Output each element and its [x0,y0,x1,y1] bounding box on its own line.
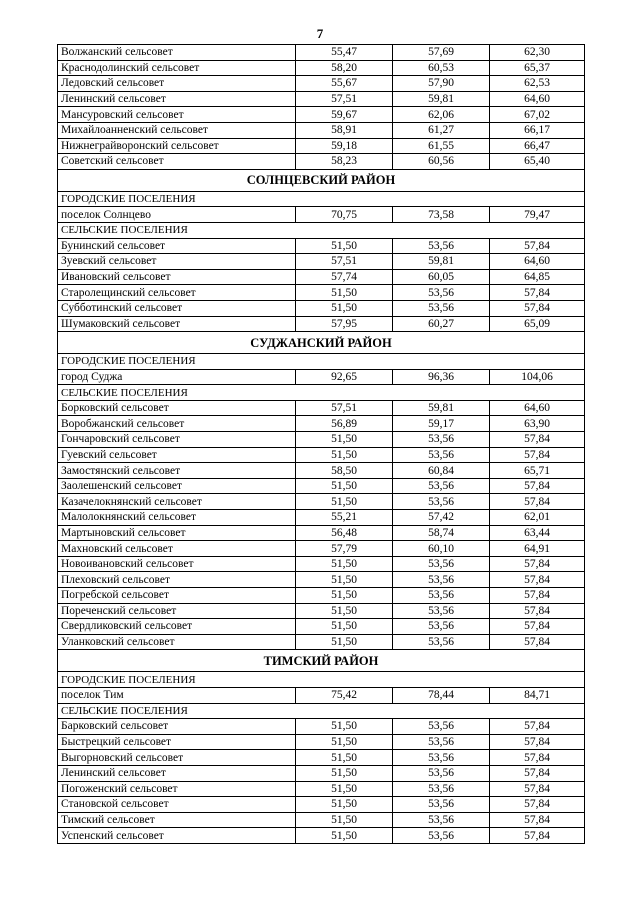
value-cell: 53,56 [393,556,490,572]
section-row [58,222,585,238]
value-cell: 51,50 [296,447,393,463]
settlement-name-cell: Уланковский сельсовет [58,634,296,650]
settlement-name-cell: Тимский сельсовет [58,812,296,828]
value-cell: 92,65 [296,369,393,385]
value-cell: 62,06 [393,107,490,123]
table-row [58,369,585,385]
value-cell: 67,02 [490,107,585,123]
table-row [58,510,585,526]
value-cell: 61,27 [393,122,490,138]
section-heading: СЕЛЬСКИЕ ПОСЕЛЕНИЯ [58,703,585,719]
value-cell: 56,89 [296,416,393,432]
table-row [58,238,585,254]
settlement-name-cell: Субботинский сельсовет [58,300,296,316]
value-cell: 53,56 [393,797,490,813]
table-row [58,634,585,650]
page-number: 7 [316,26,324,41]
settlement-name-cell: Замостянский сельсовет [58,463,296,479]
table-row [58,138,585,154]
value-cell: 57,84 [490,828,585,844]
value-cell: 51,50 [296,619,393,635]
value-cell: 79,47 [490,207,585,223]
table-row [58,269,585,285]
value-cell: 53,56 [393,447,490,463]
value-cell: 53,56 [393,238,490,254]
district-row [58,332,585,354]
value-cell: 53,56 [393,765,490,781]
table-row [58,316,585,332]
value-cell: 58,23 [296,154,393,170]
section-row [58,385,585,401]
value-cell: 51,50 [296,734,393,750]
table-row [58,154,585,170]
table-row [58,603,585,619]
value-cell: 51,50 [296,300,393,316]
table-body [58,45,585,844]
value-cell: 51,50 [296,750,393,766]
value-cell: 60,53 [393,60,490,76]
settlement-name-cell: Свердликовский сельсовет [58,619,296,635]
table-row [58,781,585,797]
section-heading: ГОРОДСКИЕ ПОСЕЛЕНИЯ [58,191,585,207]
value-cell: 53,56 [393,494,490,510]
section-heading: ГОРОДСКИЕ ПОСЕЛЕНИЯ [58,354,585,370]
settlement-name-cell: Нижнеграйворонский сельсовет [58,138,296,154]
value-cell: 53,56 [393,603,490,619]
settlement-name-cell: Выгорновский сельсовет [58,750,296,766]
value-cell: 57,84 [490,781,585,797]
value-cell: 75,42 [296,687,393,703]
value-cell: 51,50 [296,494,393,510]
value-cell: 57,69 [393,45,490,61]
value-cell: 53,56 [393,828,490,844]
value-cell: 57,51 [296,400,393,416]
value-cell: 59,81 [393,254,490,270]
settlement-name-cell: поселок Тим [58,687,296,703]
value-cell: 57,79 [296,541,393,557]
value-cell: 96,36 [393,369,490,385]
settlement-name-cell: Быстрецкий сельсовет [58,734,296,750]
value-cell: 53,56 [393,300,490,316]
settlement-name-cell: Ленинский сельсовет [58,765,296,781]
value-cell: 53,56 [393,719,490,735]
value-cell: 73,58 [393,207,490,223]
value-cell: 59,67 [296,107,393,123]
value-cell: 53,56 [393,812,490,828]
table-row [58,447,585,463]
value-cell: 57,84 [490,588,585,604]
table-row [58,400,585,416]
settlement-name-cell: Ивановский сельсовет [58,269,296,285]
value-cell: 62,01 [490,510,585,526]
value-cell: 57,84 [490,285,585,301]
value-cell: 53,56 [393,734,490,750]
table-row [58,812,585,828]
value-cell: 65,40 [490,154,585,170]
value-cell: 57,84 [490,494,585,510]
value-cell: 65,71 [490,463,585,479]
value-cell: 61,55 [393,138,490,154]
section-row [58,703,585,719]
table-row [58,719,585,735]
table-row [58,91,585,107]
value-cell: 59,81 [393,91,490,107]
table-row [58,107,585,123]
value-cell: 51,50 [296,572,393,588]
value-cell: 57,84 [490,734,585,750]
settlement-name-cell: Гончаровский сельсовет [58,432,296,448]
table-row [58,588,585,604]
settlement-name-cell: Барковский сельсовет [58,719,296,735]
table-row [58,285,585,301]
value-cell: 53,56 [393,588,490,604]
settlement-name-cell: Шумаковский сельсовет [58,316,296,332]
table-row [58,494,585,510]
value-cell: 51,50 [296,603,393,619]
value-cell: 58,91 [296,122,393,138]
value-cell: 66,17 [490,122,585,138]
value-cell: 57,84 [490,765,585,781]
district-heading: СУДЖАНСКИЙ РАЙОН [58,332,585,354]
settlement-name-cell: Становской сельсовет [58,797,296,813]
value-cell: 62,53 [490,76,585,92]
value-cell: 53,56 [393,619,490,635]
value-cell: 70,75 [296,207,393,223]
table-row [58,463,585,479]
settlement-name-cell: Махновский сельсовет [58,541,296,557]
table-row [58,207,585,223]
value-cell: 51,50 [296,478,393,494]
value-cell: 57,42 [393,510,490,526]
value-cell: 60,84 [393,463,490,479]
settlement-name-cell: Бунинский сельсовет [58,238,296,254]
table-row [58,828,585,844]
value-cell: 57,84 [490,719,585,735]
value-cell: 51,50 [296,285,393,301]
table-row [58,45,585,61]
table-row [58,765,585,781]
value-cell: 64,60 [490,400,585,416]
value-cell: 58,74 [393,525,490,541]
value-cell: 57,84 [490,750,585,766]
value-cell: 60,05 [393,269,490,285]
value-cell: 78,44 [393,687,490,703]
table-row [58,60,585,76]
value-cell: 51,50 [296,781,393,797]
settlement-name-cell: Гуевский сельсовет [58,447,296,463]
value-cell: 57,84 [490,572,585,588]
value-cell: 66,47 [490,138,585,154]
value-cell: 62,30 [490,45,585,61]
settlement-name-cell: Погоженский сельсовет [58,781,296,797]
table-row [58,687,585,703]
value-cell: 55,47 [296,45,393,61]
value-cell: 57,84 [490,812,585,828]
value-cell: 59,17 [393,416,490,432]
value-cell: 57,84 [490,619,585,635]
table-row [58,416,585,432]
table-row [58,122,585,138]
table-row [58,572,585,588]
settlement-name-cell: поселок Солнцево [58,207,296,223]
settlement-name-cell: Воробжанский сельсовет [58,416,296,432]
value-cell: 53,56 [393,572,490,588]
settlement-name-cell: Борковский сельсовет [58,400,296,416]
value-cell: 57,84 [490,447,585,463]
value-cell: 59,18 [296,138,393,154]
table-row [58,750,585,766]
settlement-name-cell: Казачелокнянский сельсовет [58,494,296,510]
settlement-name-cell: Заолешенский сельсовет [58,478,296,494]
tariff-table [57,44,585,844]
value-cell: 51,50 [296,828,393,844]
value-cell: 53,56 [393,478,490,494]
settlement-name-cell: Малолокнянский сельсовет [58,510,296,526]
value-cell: 51,50 [296,812,393,828]
value-cell: 57,84 [490,300,585,316]
value-cell: 65,37 [490,60,585,76]
value-cell: 57,84 [490,238,585,254]
section-row [58,191,585,207]
settlement-name-cell: город Суджа [58,369,296,385]
settlement-name-cell: Погребской сельсовет [58,588,296,604]
settlement-name-cell: Успенский сельсовет [58,828,296,844]
table-row [58,76,585,92]
table-row [58,300,585,316]
value-cell: 51,50 [296,432,393,448]
settlement-name-cell: Зуевский сельсовет [58,254,296,270]
value-cell: 57,84 [490,797,585,813]
table-row [58,254,585,270]
district-heading: ТИМСКИЙ РАЙОН [58,650,585,672]
table-row [58,432,585,448]
value-cell: 53,56 [393,432,490,448]
settlement-name-cell: Волжанский сельсовет [58,45,296,61]
value-cell: 57,51 [296,91,393,107]
value-cell: 63,44 [490,525,585,541]
value-cell: 53,56 [393,781,490,797]
settlement-name-cell: Плеховский сельсовет [58,572,296,588]
value-cell: 64,85 [490,269,585,285]
value-cell: 51,50 [296,719,393,735]
value-cell: 64,91 [490,541,585,557]
value-cell: 51,50 [296,797,393,813]
settlement-name-cell: Пореченский сельсовет [58,603,296,619]
value-cell: 51,50 [296,556,393,572]
table-row [58,556,585,572]
settlement-name-cell: Мансуровский сельсовет [58,107,296,123]
table-row [58,478,585,494]
value-cell: 53,56 [393,634,490,650]
value-cell: 57,84 [490,603,585,619]
section-heading: СЕЛЬСКИЕ ПОСЕЛЕНИЯ [58,222,585,238]
value-cell: 60,27 [393,316,490,332]
value-cell: 60,10 [393,541,490,557]
value-cell: 51,50 [296,588,393,604]
settlement-name-cell: Мартыновский сельсовет [58,525,296,541]
settlement-name-cell: Ледовский сельсовет [58,76,296,92]
value-cell: 84,71 [490,687,585,703]
value-cell: 65,09 [490,316,585,332]
table-row [58,541,585,557]
value-cell: 51,50 [296,634,393,650]
settlement-name-cell: Краснодолинский сельсовет [58,60,296,76]
value-cell: 57,84 [490,432,585,448]
value-cell: 51,50 [296,765,393,781]
value-cell: 57,90 [393,76,490,92]
value-cell: 104,06 [490,369,585,385]
settlement-name-cell: Советский сельсовет [58,154,296,170]
district-heading: СОЛНЦЕВСКИЙ РАЙОН [58,169,585,191]
table-row [58,797,585,813]
district-row [58,650,585,672]
settlement-name-cell: Ленинский сельсовет [58,91,296,107]
value-cell: 53,56 [393,285,490,301]
value-cell: 57,95 [296,316,393,332]
value-cell: 55,21 [296,510,393,526]
value-cell: 57,84 [490,556,585,572]
section-row [58,672,585,688]
value-cell: 63,90 [490,416,585,432]
settlement-name-cell: Новоивановский сельсовет [58,556,296,572]
table-row [58,734,585,750]
section-row [58,354,585,370]
value-cell: 64,60 [490,254,585,270]
value-cell: 58,20 [296,60,393,76]
value-cell: 56,48 [296,525,393,541]
value-cell: 58,50 [296,463,393,479]
value-cell: 57,84 [490,634,585,650]
value-cell: 59,81 [393,400,490,416]
value-cell: 57,51 [296,254,393,270]
value-cell: 60,56 [393,154,490,170]
value-cell: 64,60 [490,91,585,107]
section-heading: СЕЛЬСКИЕ ПОСЕЛЕНИЯ [58,385,585,401]
value-cell: 55,67 [296,76,393,92]
section-heading: ГОРОДСКИЕ ПОСЕЛЕНИЯ [58,672,585,688]
table-row [58,525,585,541]
settlement-name-cell: Старолещинский сельсовет [58,285,296,301]
table-row [58,619,585,635]
value-cell: 57,84 [490,478,585,494]
district-row [58,169,585,191]
value-cell: 53,56 [393,750,490,766]
value-cell: 51,50 [296,238,393,254]
settlement-name-cell: Михайлоанненский сельсовет [58,122,296,138]
value-cell: 57,74 [296,269,393,285]
